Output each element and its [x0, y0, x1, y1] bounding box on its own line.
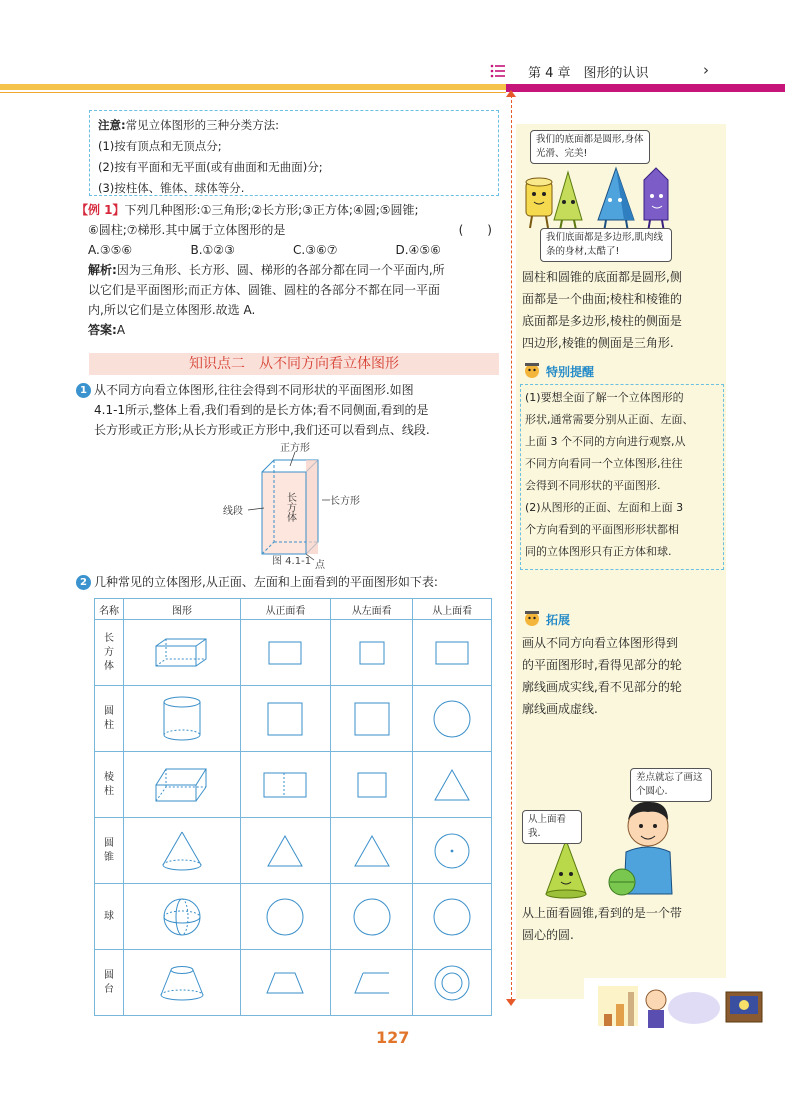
cylinder-drawing [160, 695, 204, 743]
cone-drawing [159, 829, 205, 873]
hint-line: 上面 3 个不同的方向进行观察,从 [525, 435, 686, 448]
row-name-text: 长方体 [104, 632, 114, 672]
speech-bubble: 我们底面都是多边形,肌肉线条的身材,太酷了! [540, 228, 672, 262]
prism-drawing [152, 765, 212, 805]
special-hint-heading [522, 362, 594, 380]
options [76, 240, 498, 260]
rectangle-drawing [267, 640, 303, 666]
square-drawing [355, 771, 389, 799]
table-header: 从左面看 [330, 599, 412, 620]
example-1 [76, 200, 498, 340]
sidebar-text-line: 底面都是多边形,棱柱的侧面是 [522, 314, 682, 328]
row-name-text: 圆锥 [104, 837, 114, 863]
row-name-text: 圆台 [104, 969, 114, 995]
extend-character-icon [522, 610, 542, 628]
square-drawing [357, 640, 387, 666]
point-text: 几种常见的立体图形,从正面、左面和上面看到的平面图形如下表: [94, 575, 438, 589]
figure-label-right: 长方形 [330, 496, 360, 507]
frustum-drawing [157, 963, 207, 1003]
row-name [95, 752, 124, 818]
analysis-line: 内,所以它们是立体图形.故选 A. [88, 303, 256, 317]
sidebar-text [522, 266, 722, 354]
option-c: C.③⑥⑦ [293, 243, 338, 257]
sidebar [516, 124, 726, 999]
front-view [240, 950, 330, 1016]
hint-character-icon [522, 362, 542, 380]
top-view [413, 752, 492, 818]
table-header: 名称 [95, 599, 124, 620]
extend-heading [522, 610, 570, 628]
example-tag: 【例 1】 [76, 203, 125, 217]
figure-label-body: 长方体 [284, 492, 296, 522]
header-underline [0, 92, 506, 93]
special-hint-box [520, 384, 724, 570]
hint-line: (1)要想全面了解一个立体图形的 [525, 391, 684, 404]
cylinder-shape [124, 686, 241, 752]
table-row [95, 950, 492, 1016]
triangle-drawing [265, 833, 305, 869]
sphere-shape [124, 884, 241, 950]
corner-decoration-illustration [584, 978, 785, 1034]
triangle-drawing [352, 833, 392, 869]
front-view [240, 818, 330, 884]
analysis-line: 以它们是平面图形;而正方体、圆锥、圆柱的各部分不都在同一平面 [88, 283, 441, 297]
left-view [330, 818, 412, 884]
top-view [413, 950, 492, 1016]
table-row [95, 818, 492, 884]
analysis-line: 因为三角形、长方形、圆、梯形的各部分都在同一个平面内,所 [116, 263, 445, 277]
row-name [95, 884, 124, 950]
hint-line: 同的立体图形只有正方体和球. [525, 545, 672, 558]
cuboid-drawing [152, 636, 212, 670]
hint-line: 个方向看到的平面图形形状都相 [525, 523, 679, 536]
row-name-text: 圆柱 [104, 705, 114, 731]
right-trapezoid-drawing [351, 970, 393, 996]
speech-bubble: 从上面看我. [522, 810, 582, 844]
page-number: 127 [376, 1028, 410, 1047]
figure-label-point: 点 [315, 560, 325, 570]
sidebar-text-line: 圆柱和圆锥的底面都是圆形,侧 [522, 270, 682, 284]
chapter-title: 第 4 章 图形的认识 [528, 66, 649, 81]
speech-bubble: 我们的底面都是圆形,身体光滑、完美! [530, 130, 650, 164]
extend-line: 的平面图形时,看得见部分的轮 [522, 658, 682, 672]
chevron-right-icon[interactable]: › [703, 61, 709, 79]
circle-drawing [432, 897, 472, 937]
table-row [95, 686, 492, 752]
point-1 [76, 380, 500, 440]
views-table [94, 598, 492, 1016]
point-text: 长方形或正方形;从长方形或正方形中,我们还可以看到点、线段. [94, 423, 430, 437]
front-view [240, 884, 330, 950]
row-name [95, 818, 124, 884]
note-item: (3)按柱体、锥体、球体等分. [98, 181, 245, 195]
extend-line: 廓线画成实线,看不见部分的轮 [522, 680, 682, 694]
front-view [240, 752, 330, 818]
left-view [330, 884, 412, 950]
point-2 [76, 572, 500, 592]
note-box [89, 110, 499, 196]
answer-parens: ( ) [458, 223, 492, 237]
circle-drawing [432, 699, 472, 739]
front-view [240, 620, 330, 686]
table-header-row [95, 599, 492, 620]
sphere-drawing [160, 895, 204, 939]
frustum-shape [124, 950, 241, 1016]
top-view [413, 884, 492, 950]
extend-line: 画从不同方向看立体图形得到 [522, 636, 679, 650]
circle-drawing [265, 897, 305, 937]
figure-label-top: 正方形 [280, 443, 310, 454]
left-view [330, 752, 412, 818]
note-intro: 常见立体图形的三种分类方法: [125, 118, 279, 132]
point-number: 2 [76, 575, 91, 590]
hint-line: 形状,通常需要分别从正面、左面、 [525, 413, 694, 426]
table-row [95, 752, 492, 818]
divided-rectangle-drawing [262, 771, 308, 799]
cuboid-shape [124, 620, 241, 686]
column-divider [511, 95, 512, 1000]
square-drawing [352, 701, 392, 737]
row-name-text: 棱柱 [104, 771, 114, 797]
row-name [95, 950, 124, 1016]
knowledge-point-heading: 知识点二 从不同方向看立体图形 [89, 353, 499, 375]
speech-bubble: 差点就忘了画这个圆心. [630, 768, 712, 802]
note-item: (2)按有平面和无平面(或有曲面和无曲面)分; [98, 160, 323, 174]
cone-shape [124, 818, 241, 884]
row-name-text: 球 [104, 910, 114, 922]
top-view [413, 686, 492, 752]
left-view [330, 620, 412, 686]
point-text: 4.1-1所示,整体上看,我们看到的是长方体;看不同侧面,看到的是 [94, 403, 429, 417]
hint-title: 特别提醒 [546, 364, 595, 379]
example-line: 下列几种图形:①三角形;②长方形;③正方体;④圆;⑤圆锥; [124, 203, 419, 217]
concentric-circles-drawing [432, 963, 472, 1003]
table-row [95, 620, 492, 686]
table-row [95, 884, 492, 950]
sidebar-text-line: 四边形,棱锥的侧面是三角形. [522, 336, 674, 350]
prism-shape [124, 752, 241, 818]
circle-with-center-drawing [432, 831, 472, 871]
circle-drawing [352, 897, 392, 937]
left-view [330, 686, 412, 752]
table-header: 从正面看 [240, 599, 330, 620]
row-name [95, 620, 124, 686]
sidebar-text [522, 902, 722, 946]
note-item: (1)按有顶点和无顶点分; [98, 139, 222, 153]
option-a: A.③⑤⑥ [88, 243, 133, 257]
answer-label: 答案: [88, 323, 117, 337]
answer-value: A [116, 323, 126, 337]
analysis-label: 解析: [88, 263, 117, 277]
trapezoid-drawing [264, 970, 306, 996]
list-icon[interactable] [490, 64, 506, 78]
top-view [413, 818, 492, 884]
extend-title: 拓展 [546, 612, 571, 627]
example-line: ⑥圆柱;⑦梯形.其中属于立体图形的是 [88, 223, 286, 237]
extend-text [522, 632, 722, 720]
figure-4-1-1 [210, 442, 370, 570]
extend-line: 廓线画成虚线. [522, 702, 598, 716]
sidebar-text-line: 面都是一个曲面;棱柱和棱锥的 [522, 292, 683, 306]
table-header: 从上面看 [413, 599, 492, 620]
row-name [95, 686, 124, 752]
figure-label-left: 线段 [223, 506, 243, 517]
header-bar-magenta [506, 84, 785, 92]
sidebar-text-line: 圆心的圆. [522, 928, 574, 942]
hint-line: (2)从图形的正面、左面和上面 3 [525, 501, 684, 514]
left-view [330, 950, 412, 1016]
hint-line: 不同方向看同一个立体图形,往往 [525, 457, 683, 470]
option-b: B.①②③ [190, 243, 235, 257]
triangle-drawing [432, 767, 472, 803]
arrow-down-icon [506, 999, 516, 1006]
hint-line: 会得到不同形状的平面图形. [525, 479, 661, 492]
option-d: D.④⑤⑥ [395, 243, 441, 257]
page-header [0, 60, 785, 96]
figure-caption: 图 4.1-1 [272, 556, 312, 567]
square-drawing [265, 701, 305, 737]
sidebar-text-line: 从上面看圆锥,看到的是一个带 [522, 906, 682, 920]
front-view [240, 686, 330, 752]
top-view [413, 620, 492, 686]
rectangle-drawing [434, 640, 470, 666]
point-text: 从不同方向看立体图形,往往会得到不同形状的平面图形.如图 [94, 383, 414, 397]
table-header: 图形 [124, 599, 241, 620]
note-label: 注意: [98, 118, 126, 132]
point-number: 1 [76, 383, 91, 398]
arrow-up-icon [506, 90, 516, 97]
